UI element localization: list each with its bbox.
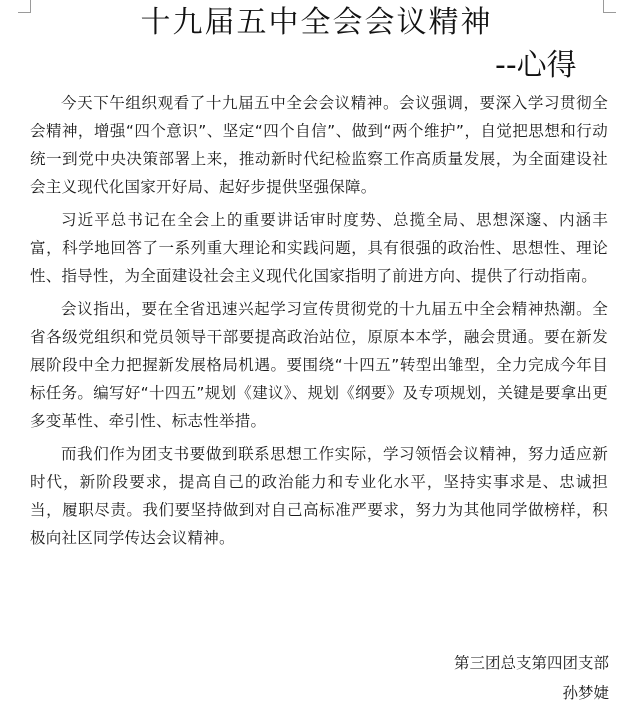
paragraph-2: 习近平总书记在全会上的重要讲话审时度势、总揽全局、思想深邃、内涵丰富，科学地回答了一系列重大理论和实践问题，具有很强的政治性、思想性、理论性、指导性，为全面建设社会主义现代化国家指明了前进方向、提供了行动指南。 (30, 211, 608, 285)
paragraph-3: 会议指出，要在全省迅速兴起学习宣传贯彻党的十九届五中全会精神热潮。全省各级党组织和党员领导干部要提高政治站位，原原本本学，融会贯通。要在新发展阶段中全力把握新发展格局机遇。要围绕“十四五”转型出雏型，全力完成今年目标任务。编写好“十四五”规划《建议》、规划《纲要》及专项规划，关键是要拿出更多变革性、牵引性、标志性举措。 (30, 300, 608, 430)
document-title: 十九届五中全会会议精神 (140, 5, 493, 40)
signature-organization: 第三团总支第四团支部 (453, 654, 609, 672)
signature-name: 孙梦婕 (562, 684, 609, 702)
document-body (30, 89, 608, 557)
signature-block (454, 648, 609, 708)
document-subtitle: --心得 (495, 48, 577, 83)
paragraph-4: 而我们作为团支书要做到联系思想工作实际，学习领悟会议精神，努力适应新时代，新阶段要求，提高自己的政治能力和专业化水平，坚持实事求是、忠诚担当，履职尽责。我们要坚持做到对自己高标准严要求，努力为其他同学做榜样，积极向社区同学传达会议精神。 (30, 445, 608, 547)
paragraph-1: 今天下午组织观看了十九届五中全会会议精神。会议强调，要深入学习贯彻全会精神，增强“四个意识”、坚定“四个自信”、做到“两个维护”，自觉把思想和行动统一到党中央决策部署上来，推动新时代纪检监察工作高质量发展，为全面建设社会主义现代化国家开好局、起好步提供坚强保障。 (30, 94, 608, 196)
